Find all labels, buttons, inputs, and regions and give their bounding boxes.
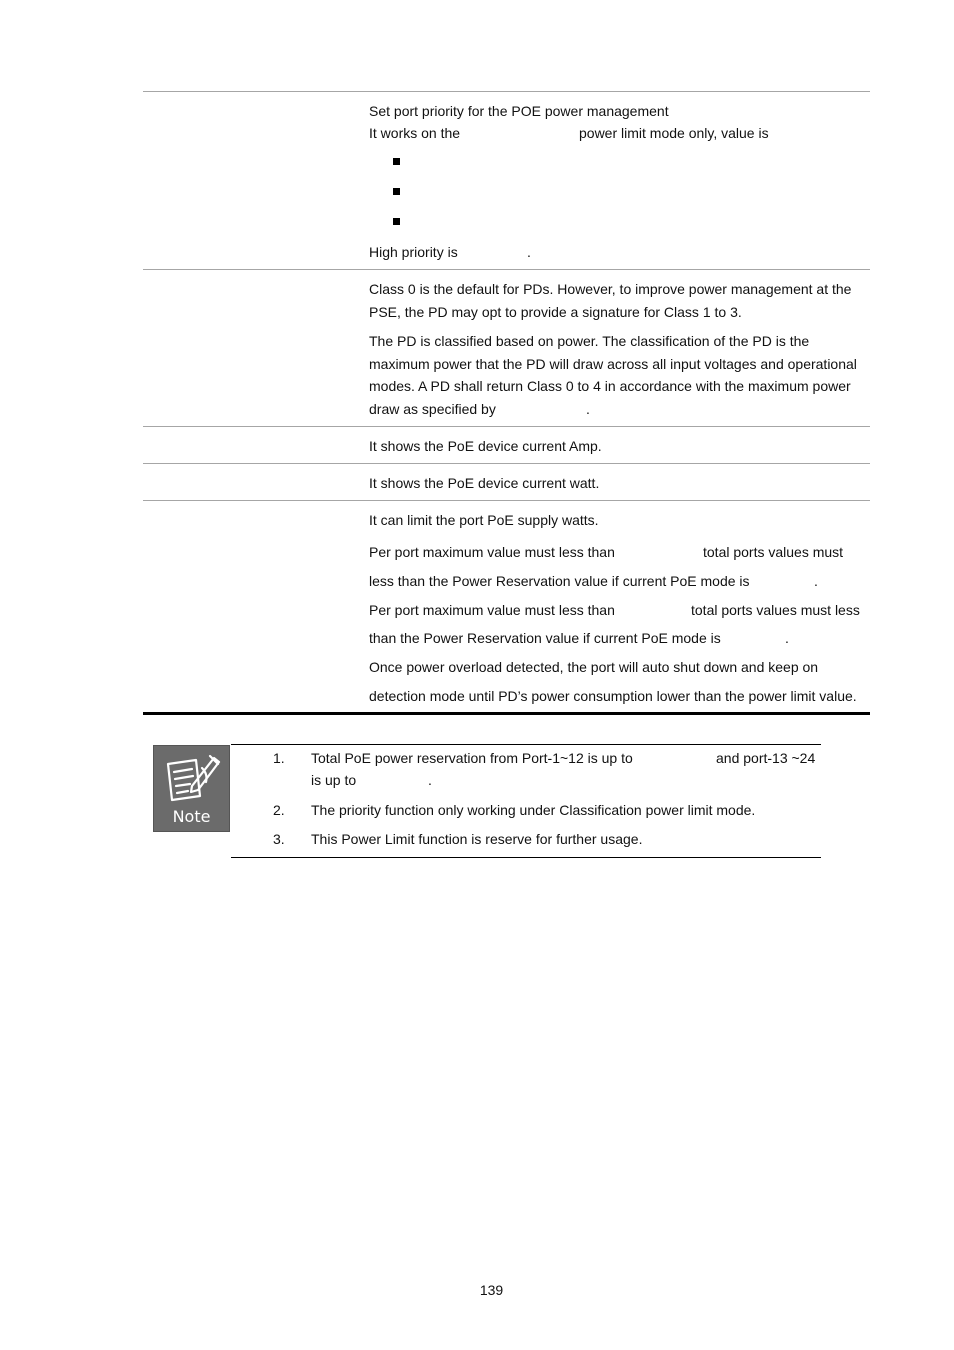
priority-desc-line3b: . xyxy=(527,244,531,260)
note-item-text: This Power Limit function is reserve for further usage. xyxy=(311,831,643,847)
limit-desc-l4b: total ports values must less xyxy=(691,602,860,618)
note-top-rule xyxy=(231,744,821,745)
limit-desc-l2b: total ports values must xyxy=(703,544,844,560)
limit-desc-l3b: . xyxy=(814,573,818,589)
row-divider xyxy=(143,500,870,501)
note-item-text: The priority function only working under Classification power limit mode. xyxy=(311,802,756,818)
note-item-number: 2. xyxy=(273,802,285,818)
limit-desc-l5a: than the Power Reservation value if current PoE mode is xyxy=(369,630,721,646)
note-item-text: and port-13 ~24 xyxy=(716,750,816,766)
class-desc-p2l4b: . xyxy=(586,401,590,417)
note-item-number: 1. xyxy=(273,750,285,766)
note-bottom-rule xyxy=(231,857,821,858)
limit-desc-l1: It can limit the port PoE supply watts. xyxy=(369,512,599,528)
priority-desc-line2b: power limit mode only, value is xyxy=(579,125,769,141)
bullet-icon xyxy=(393,158,400,165)
class-desc-p2l2: maximum power that the PD will draw across all input voltages and operational xyxy=(369,356,857,372)
bullet-icon xyxy=(393,188,400,195)
table-top-rule xyxy=(143,91,870,92)
limit-desc-l6: Once power overload detected, the port will auto shut down and keep on xyxy=(369,659,819,675)
limit-desc-l4a: Per port maximum value must less than xyxy=(369,602,615,618)
class-desc-p2l4a: draw as specified by xyxy=(369,401,496,417)
limit-desc-l5b: . xyxy=(785,630,789,646)
note-item-text: . xyxy=(428,772,432,788)
current-desc: It shows the PoE device current Amp. xyxy=(369,438,602,454)
note-item-text: Total PoE power reservation from Port-1~12 is up to xyxy=(311,750,633,766)
class-desc-p1l2: PSE, the PD may opt to provide a signature for Class 1 to 3. xyxy=(369,304,742,320)
page-number: 139 xyxy=(479,1282,504,1298)
note-item-number: 3. xyxy=(273,831,285,847)
note-icon xyxy=(153,745,230,832)
row-divider xyxy=(143,269,870,270)
note-icon-label: Note xyxy=(172,807,211,826)
row-divider xyxy=(143,426,870,427)
note-item-text: is up to xyxy=(311,772,357,788)
limit-desc-l3a: less than the Power Reservation value if current PoE mode is xyxy=(369,573,750,589)
table-bottom-rule xyxy=(143,712,870,715)
priority-desc-line1: Set port priority for the POE power management xyxy=(369,103,669,119)
class-desc-p2l1: The PD is classified based on power. The classification of the PD is the xyxy=(369,333,810,349)
priority-desc-line2a: It works on the xyxy=(369,125,461,141)
class-desc-p2l3: modes. A PD shall return Class 0 to 4 in accordance with the maximum power xyxy=(369,378,851,394)
class-desc-p1l1: Class 0 is the default for PDs. However, to improve power management at the xyxy=(369,281,852,297)
power-desc: It shows the PoE device current watt. xyxy=(369,475,600,491)
limit-desc-l2a: Per port maximum value must less than xyxy=(369,544,615,560)
limit-desc-l7: detection mode until PD’s power consumption lower than the power limit value. xyxy=(369,688,857,704)
row-divider xyxy=(143,463,870,464)
priority-desc-line3a: High priority is xyxy=(369,244,458,260)
bullet-icon xyxy=(393,218,400,225)
notepad-pencil-icon xyxy=(162,752,222,806)
